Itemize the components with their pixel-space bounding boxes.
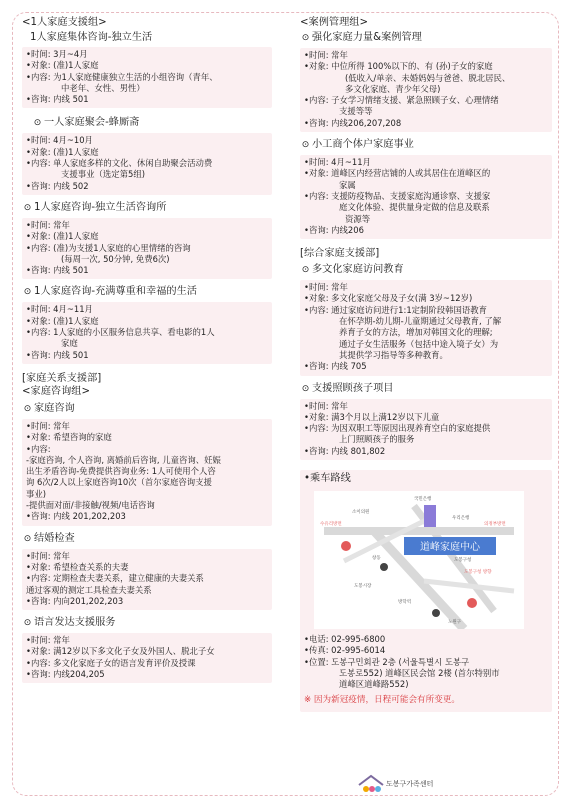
info-line: •对象: (准)1人家庭 bbox=[26, 146, 99, 157]
info-line: •对象: 多文化家庭父母及子女(满 3岁~12岁) bbox=[304, 293, 473, 304]
info-line: 资源等 bbox=[345, 213, 371, 224]
info-line: •对象: 满3个月以上满12岁以下儿童 bbox=[304, 411, 440, 422]
info-line: 支援等等 bbox=[339, 106, 373, 117]
info-line: 庭文化体验、提供量身定做的信息及联系 bbox=[339, 202, 490, 213]
info-line: 通过客观的测定工具检查夫妻关系 bbox=[26, 584, 152, 595]
section-title-multicultural-visit: ⊙ 多文化家庭访问教育 bbox=[301, 264, 404, 276]
info-line: 其提供学习指导等多种教育。 bbox=[339, 349, 448, 360]
info-line: •内容: 1人家庭的小区服务信息共享、看电影的1人 bbox=[26, 327, 215, 338]
info-line: 家属 bbox=[339, 179, 356, 190]
target-bullet-icon: ⊙ bbox=[23, 618, 32, 629]
info-line: •咨询: 内线206,207,208 bbox=[304, 117, 402, 128]
section-title-gathering: ⊙ 一人家庭聚会-蜂厮斋 bbox=[33, 117, 140, 129]
section-title-family-strength: ⊙ 强化家庭力量&案例管理 bbox=[301, 32, 422, 43]
single-household-group-title: <1人家庭支援组> bbox=[22, 17, 107, 28]
map-label: 의정부방면 bbox=[484, 522, 506, 528]
info-line: •咨询: 内线204,205 bbox=[26, 668, 105, 679]
address-line: 도봉로552) 道峰区民会馆 2楼 (首尔特别市 bbox=[339, 667, 500, 678]
family-center-logo-text: 도봉구가족센터 bbox=[386, 780, 434, 788]
section-box-respect-life bbox=[22, 302, 272, 363]
info-line: •内容: 支援防疫物品、支援家庭沟通诊察、支援家 bbox=[304, 190, 491, 201]
info-line: •时间: 常年 bbox=[304, 50, 348, 60]
info-line: •咨询: 内线 705 bbox=[304, 361, 367, 372]
map-label: 우리은행 bbox=[452, 516, 470, 522]
info-line: •时间: 常年 bbox=[26, 635, 70, 646]
address-line: 道峰区道峰路552) bbox=[339, 679, 409, 690]
comprehensive-support-dept-title: [综合家庭支援部] bbox=[300, 248, 380, 260]
family-relations-dept-title: [家庭关系支援部] bbox=[22, 372, 102, 384]
section-box-multicultural-visit bbox=[300, 280, 552, 375]
info-line: •对象: 希望检查关系的夫妻 bbox=[26, 561, 129, 572]
info-line: (低收入/单亲、未婚妈妈与爸爸、脱北居民、 bbox=[345, 72, 511, 83]
family-counseling-group-title: <家庭咨询组> bbox=[22, 385, 91, 397]
section-box-language-support bbox=[22, 633, 272, 683]
target-bullet-icon: ⊙ bbox=[301, 383, 310, 394]
info-line: •咨询: 内线 201,202,203 bbox=[26, 511, 126, 522]
map-label: 방학역 bbox=[398, 600, 412, 606]
address-line: •位置: 도봉구민회관 2층 (서울특별시 도봉구 bbox=[304, 656, 470, 667]
info-line: •内容: 多文化家庭子女的语言发育评价及授课 bbox=[26, 657, 196, 668]
section-title-language-support: ⊙ 语言发达支援服务 bbox=[23, 617, 116, 629]
section-title-small-business: ⊙ 小工商个体户家庭事业 bbox=[301, 139, 414, 151]
fax-line: •传真: 02-995-6014 bbox=[304, 645, 386, 656]
section-title-independent-living: ⊙ 1人家庭咨询-独立生活咨询所 bbox=[23, 201, 167, 213]
section-box-independent-living bbox=[22, 218, 272, 279]
section-box-family-counseling bbox=[22, 419, 272, 526]
info-line: •时间: 4月~10月 bbox=[26, 135, 93, 146]
target-bullet-icon: ⊙ bbox=[23, 533, 32, 544]
info-line: 家庭 bbox=[61, 338, 78, 349]
info-line: •时间: 4月~11月 bbox=[26, 304, 93, 315]
section-title-childcare: ⊙ 支援照顾孩子项目 bbox=[301, 382, 394, 394]
info-line: 出生矛盾咨询-免费提供咨询业务: 1人可使用个人咨 bbox=[26, 466, 216, 477]
info-line: •内容: 单人家庭多样的文化、休闲自助聚会活动费 bbox=[26, 158, 213, 169]
map-label: 창동 bbox=[372, 556, 381, 562]
info-line: •内容: 为1人家庭健康独立生活的小组咨询（青年、 bbox=[26, 71, 218, 82]
section-box-childcare bbox=[300, 399, 552, 460]
house-logo-icon bbox=[357, 774, 385, 796]
info-line: •对象: (准)1人家庭 bbox=[26, 231, 99, 242]
info-line: 上门照顾孩子的服务 bbox=[339, 434, 415, 445]
info-line: 询 6次/2人以上家庭咨询10次（首尔家庭咨询支援 bbox=[26, 477, 212, 488]
covid-notice: ※ 因为新冠疫情，日程可能会有所变更。 bbox=[304, 694, 461, 705]
target-bullet-icon: ⊙ bbox=[23, 202, 32, 213]
family-center-logo bbox=[357, 774, 385, 796]
info-line: (每周一次, 50分钟, 免费6次) bbox=[61, 253, 170, 264]
info-line: •内容: bbox=[26, 443, 51, 454]
right-column bbox=[300, 16, 552, 718]
info-line: •时间: 4月~11月 bbox=[304, 157, 371, 168]
map-center-label: 道峰家庭中心 bbox=[420, 542, 480, 554]
info-line: •对象: 道峰区内经营店铺的人或其居住在道峰区的 bbox=[304, 168, 491, 179]
info-line: 支援事业（选定第5组) bbox=[61, 169, 145, 180]
info-line: •内容: 子女学习情绪支援、紧急照顾子女、心理情绪 bbox=[304, 95, 499, 106]
info-line: •时间: 常年 bbox=[26, 219, 70, 230]
info-line: 通过子女生活服务（包括中途入境子女）为 bbox=[339, 338, 499, 349]
info-line: •内容: 为因双职工等原因出现养育空白的家庭提供 bbox=[304, 423, 491, 434]
info-line: •咨询: 内线 801,802 bbox=[304, 445, 386, 456]
map-label: 도봉시장 bbox=[354, 584, 372, 590]
info-line: •内容: 定期检查夫妻关系，建立健康的夫妻关系 bbox=[26, 573, 204, 584]
section-box-marriage-check bbox=[22, 549, 272, 610]
section-title-respect-life: ⊙ 1人家庭咨询-充满尊重和幸福的生活 bbox=[23, 286, 197, 298]
left-column bbox=[22, 16, 272, 689]
info-line: •时间: 常年 bbox=[304, 400, 348, 411]
map-label: 노원구 bbox=[448, 620, 462, 626]
info-line: •内容: 通过家庭访问进行1:1定制阶段韩国语教育 bbox=[304, 304, 488, 315]
info-line: •咨询: 内线 502 bbox=[26, 180, 89, 191]
section-box-small-business bbox=[300, 155, 552, 239]
map-label: 국민은행 bbox=[414, 497, 432, 503]
map-label: 도봉구청 방향 bbox=[464, 570, 492, 576]
target-bullet-icon: ⊙ bbox=[301, 33, 310, 43]
info-line: 中老年、女性、男性） bbox=[61, 82, 145, 93]
info-line: •对象: 满12岁以下多文化子女及外国人、脱北子女 bbox=[26, 646, 215, 657]
phone-line: •电话: 02-995-6800 bbox=[304, 634, 386, 645]
info-line: 养育子女的方法，增加对韩国文化的理解; bbox=[339, 327, 493, 338]
route-map bbox=[314, 491, 524, 629]
route-title: •乘车路线 bbox=[304, 473, 351, 485]
map-label: 도봉구청 bbox=[454, 558, 472, 564]
info-line: •对象: 希望咨询的家庭 bbox=[26, 432, 112, 443]
info-line: •对象: (准)1人家庭 bbox=[26, 315, 99, 326]
info-line: -提供面对面/非接触/视频/电话咨询 bbox=[26, 500, 155, 511]
section-box-family-strength bbox=[300, 48, 552, 132]
route-map-drawing bbox=[314, 491, 524, 629]
section-title-group-counseling: 1人家庭集体咨询-独立生活 bbox=[30, 32, 153, 43]
section-title-marriage-check: ⊙ 结婚检查 bbox=[23, 532, 75, 544]
info-line: •内容: (准)为支援1人家庭的心里情绪的咨询 bbox=[26, 242, 191, 253]
section-box-gathering bbox=[22, 133, 272, 194]
map-label: 소이의원 bbox=[352, 510, 370, 516]
map-label: 수유리방면 bbox=[320, 522, 342, 528]
info-line: •咨询: 内线 501 bbox=[26, 94, 89, 105]
info-line: •时间: 常年 bbox=[26, 420, 70, 431]
info-line: 多文化家庭、青少年父母) bbox=[345, 83, 441, 94]
target-bullet-icon: ⊙ bbox=[23, 287, 32, 298]
section-title-family-counseling: ⊙ 家庭咨询 bbox=[23, 402, 75, 414]
info-line: •咨询: 内向201,202,203 bbox=[26, 595, 124, 606]
info-line: •咨询: 内线206 bbox=[304, 224, 364, 235]
info-line: •对象: 中位所得 100%以下的、有 (孙)子女的家庭 bbox=[304, 61, 493, 72]
info-line: •咨询: 内线 501 bbox=[26, 265, 89, 276]
section-box-group-counseling bbox=[22, 47, 272, 108]
info-line: •时间: 常年 bbox=[304, 282, 348, 293]
info-line: 事业) bbox=[26, 488, 47, 499]
target-bullet-icon: ⊙ bbox=[301, 140, 310, 151]
info-line: •对象: (准)1人家庭 bbox=[26, 60, 99, 71]
route-box bbox=[300, 470, 552, 712]
info-line: •咨询: 内线 501 bbox=[26, 349, 89, 360]
info-line: 在怀孕期-幼儿期-儿童期通过父母教育, 了解 bbox=[339, 316, 502, 327]
info-line: -家庭咨询, 个人咨询, 离婚前后咨询, 儿童咨询、妊娠 bbox=[26, 454, 221, 465]
target-bullet-icon: ⊙ bbox=[33, 118, 42, 129]
target-bullet-icon: ⊙ bbox=[23, 403, 32, 414]
case-management-group-title: <案例管理组> bbox=[300, 17, 369, 28]
target-bullet-icon: ⊙ bbox=[301, 265, 310, 276]
info-line: •时间: 常年 bbox=[26, 550, 70, 561]
info-line: •时间: 3月~4月 bbox=[26, 49, 88, 59]
